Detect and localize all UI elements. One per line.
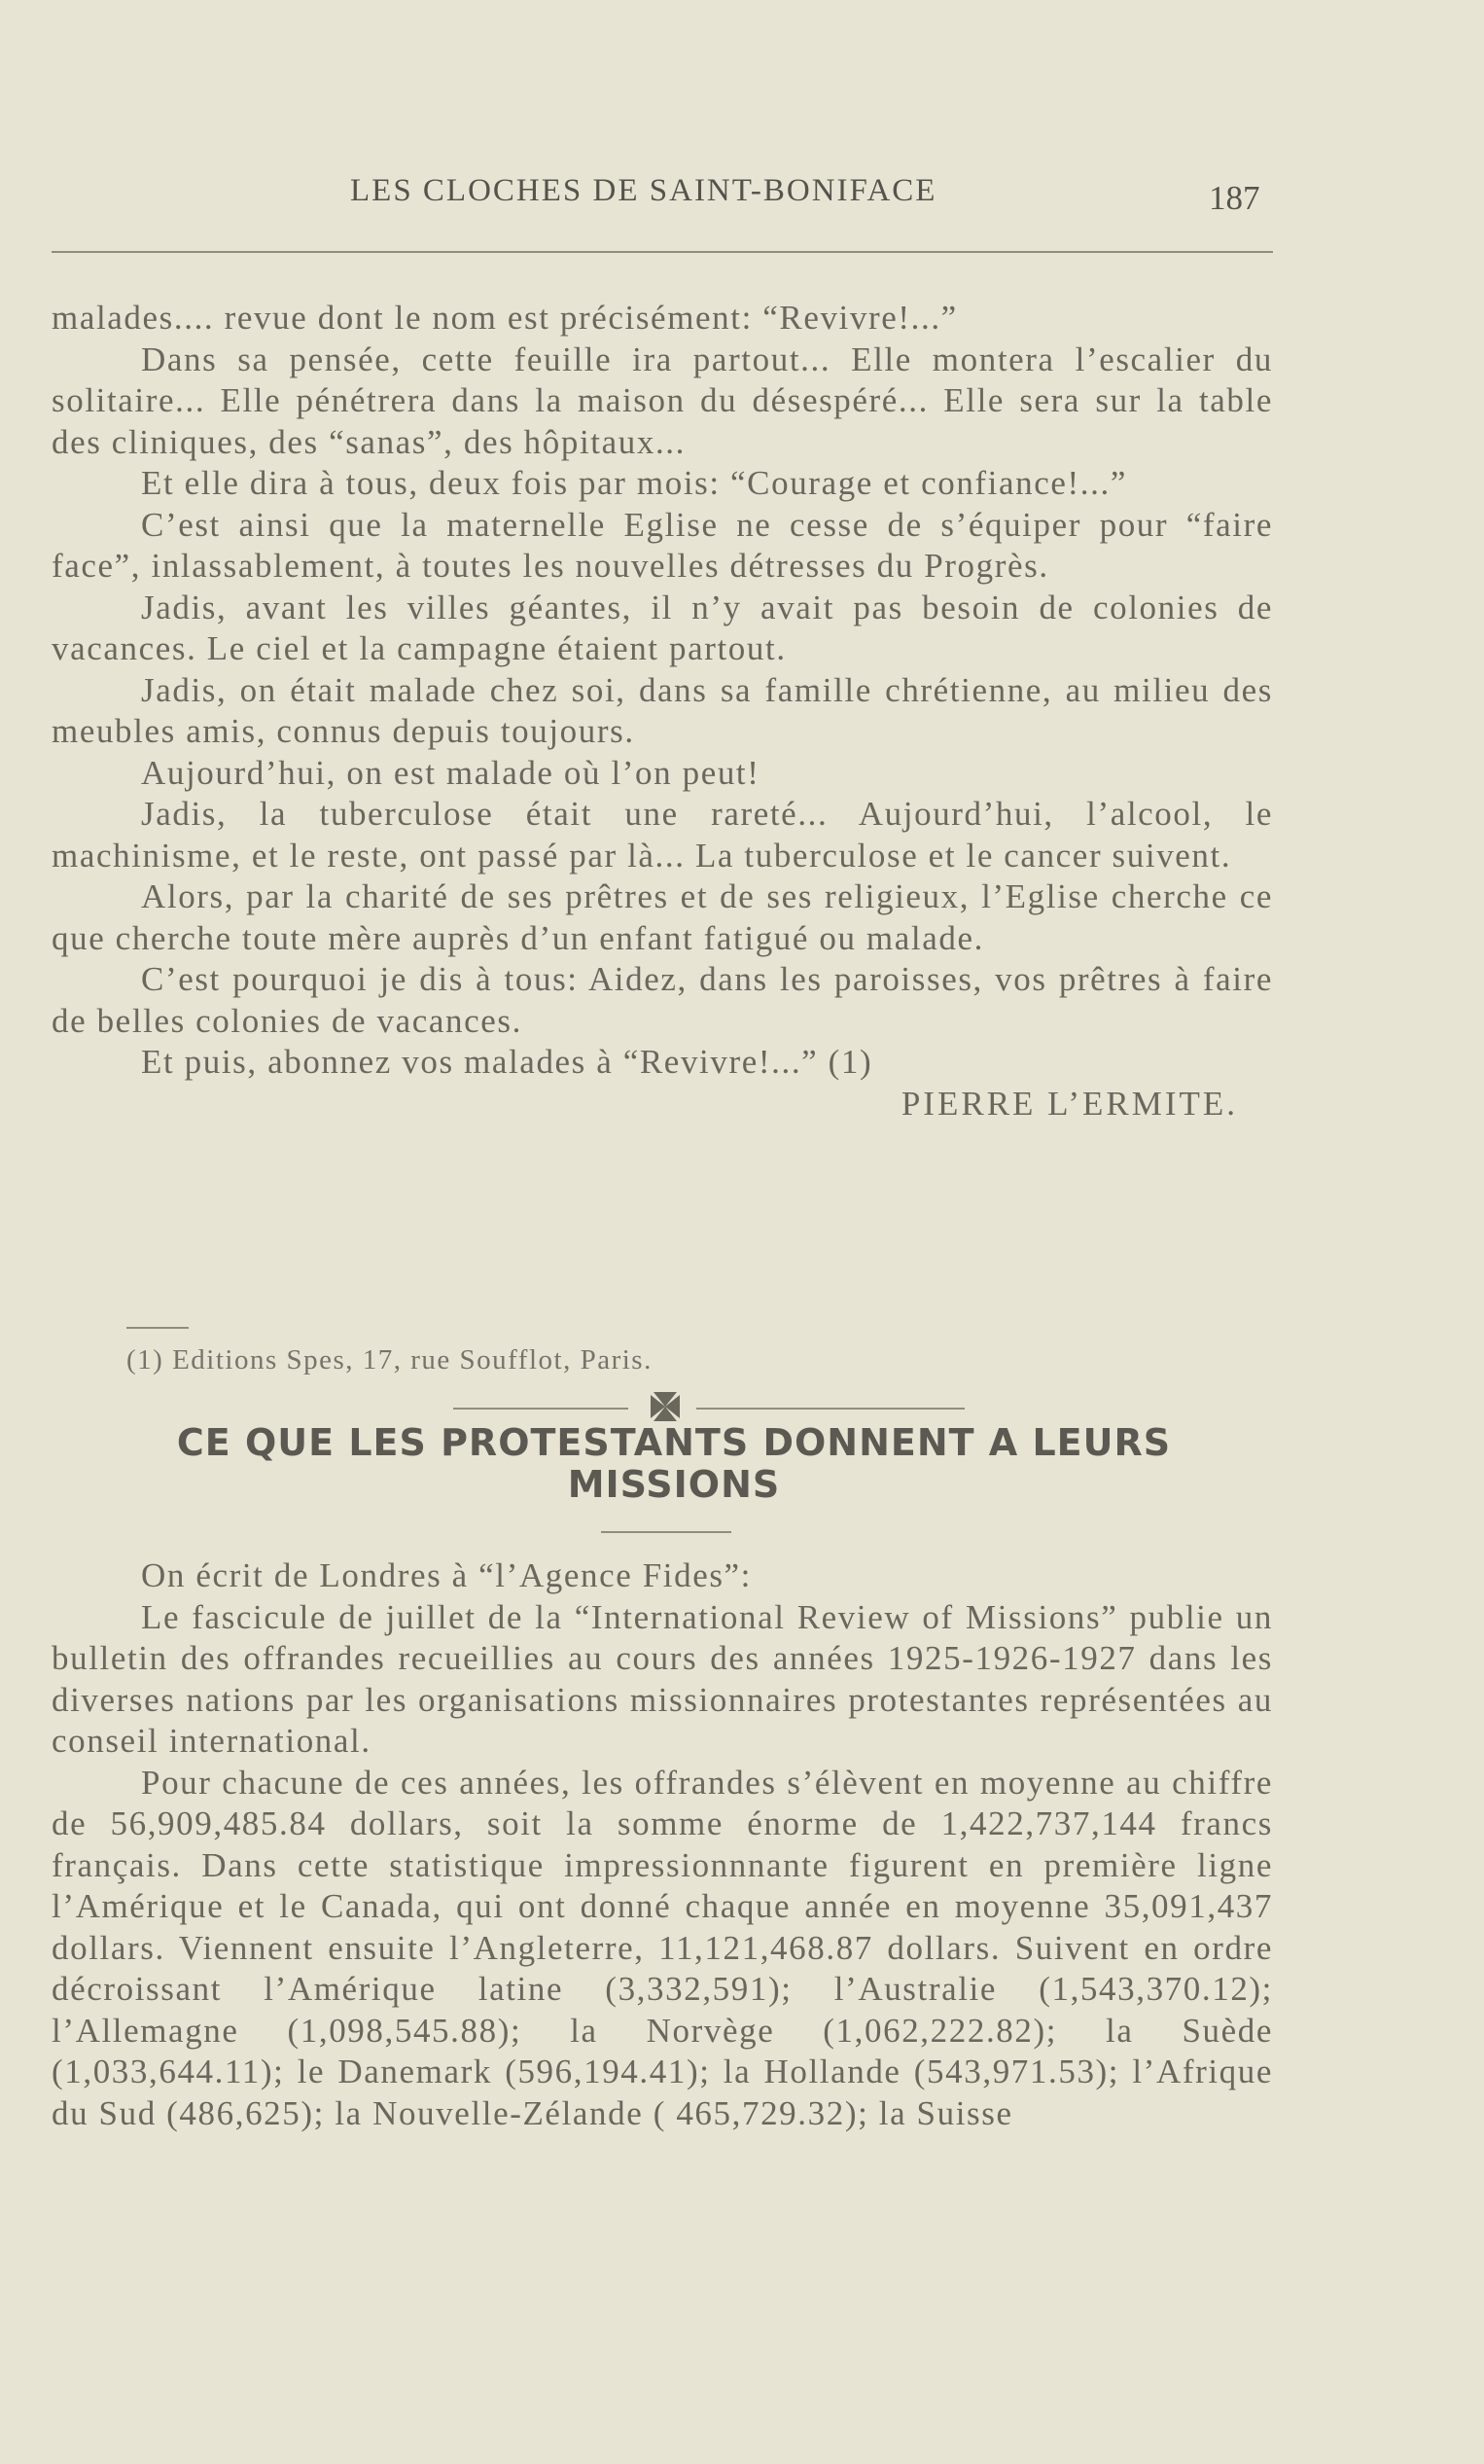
ornament-rule-left	[453, 1408, 628, 1410]
title-rule	[601, 1531, 731, 1533]
article-missions	[52, 1555, 1273, 2134]
paragraph: Le fascicule de juillet de la “International Review of Missions” publie un bulletin des offrandes recueillies au cours des années 1925-1926-1927 dans les diverses nations par les organisations missionnaires protestantes représentées au conseil international.	[52, 1597, 1273, 1760]
paragraph: malades.... revue dont le nom est précisément: “Revivre!...”	[52, 299, 958, 337]
paragraph: On écrit de Londres à “l’Agence Fides”:	[141, 1556, 753, 1594]
article-revivre	[52, 298, 1273, 1125]
ornament-rule-right	[696, 1408, 965, 1410]
footnote-rule	[126, 1327, 189, 1329]
running-title: LES CLOCHES DE SAINT-BONIFACE	[350, 173, 937, 208]
paragraph: Jadis, avant les villes géantes, il n’y avait pas besoin de colonies de vacances. Le ciel et la campagne étaient partout.	[52, 588, 1273, 667]
footnote: (1) Editions Spes, 17, rue Soufflot, Paris.	[126, 1344, 653, 1375]
paragraph: Et elle dira à tous, deux fois par mois: “Courage et confiance!...”	[141, 464, 1127, 502]
paragraph: Dans sa pensée, cette feuille ira partout... Elle montera l’escalier du solitaire... Elle pénétrera dans la maison du désespéré... Elle sera sur la table des cliniques, des “sanas”, des hôpitaux...	[52, 339, 1273, 461]
paragraph: Jadis, on était malade chez soi, dans sa famille chrétienne, au milieu des meubles amis, connus depuis toujours.	[52, 670, 1273, 750]
paragraph: Aujourd’hui, on est malade où l’on peut!	[141, 753, 760, 792]
header-rule	[52, 251, 1273, 253]
signature: PIERRE L’ERMITE.	[901, 1084, 1238, 1123]
paragraph: Et puis, abonnez vos malades à “Revivre!...” (1)	[141, 1043, 873, 1081]
maltese-cross-icon	[646, 1387, 685, 1426]
paragraph: C’est ainsi que la maternelle Eglise ne cesse de s’équiper pour “faire face”, inlassablement, à toutes les nouvelles détresses du Progrès.	[52, 505, 1273, 585]
paragraph: Alors, par la charité de ses prêtres et de ses religieux, l’Eglise cherche ce que cherche toute mère auprès d’un enfant fatigué ou malade.	[52, 877, 1273, 957]
page-number: 187	[1209, 179, 1260, 217]
paragraph: Jadis, la tuberculose était une rareté... Aujourd’hui, l’alcool, le machinisme, et le reste, ont passé par là... La tuberculose et le cancer suivent.	[52, 795, 1273, 875]
running-head	[0, 173, 1484, 217]
title-line-1: CE QUE LES PROTESTANTS DONNENT A LEURS	[176, 1421, 1172, 1464]
paragraph: C’est pourquoi je dis à tous: Aidez, dans les paroisses, vos prêtres à faire de belles colonies de vacances.	[52, 960, 1273, 1040]
title-line-2: MISSIONS	[567, 1463, 781, 1506]
paragraph: Pour chacune de ces années, les offrandes s’élèvent en moyenne au chiffre de 56,909,485.84 dollars, soit la somme énorme de 1,422,737,144 francs français. Dans cette statistique impressionnnante figurent en première ligne l’Amérique et le Canada, qui ont donné chaque année en moyenne 35,091,437 dollars. Viennent ensuite l’Angleterre, 11,121,468.87 dollars. Suivent en ordre décroissant l’Amérique latine (3,332,591); l’Australie (1,543,370.12); l’Allemagne (1,098,545.88); la Norvège (1,062,222.82); la Suède (1,033,644.11); le Danemark (596,194.41); la Hollande (543,971.53); l’Afrique du Sud (486,625); la Nouvelle-Zélande ( 465,729.32); la Suisse	[52, 1763, 1273, 2132]
